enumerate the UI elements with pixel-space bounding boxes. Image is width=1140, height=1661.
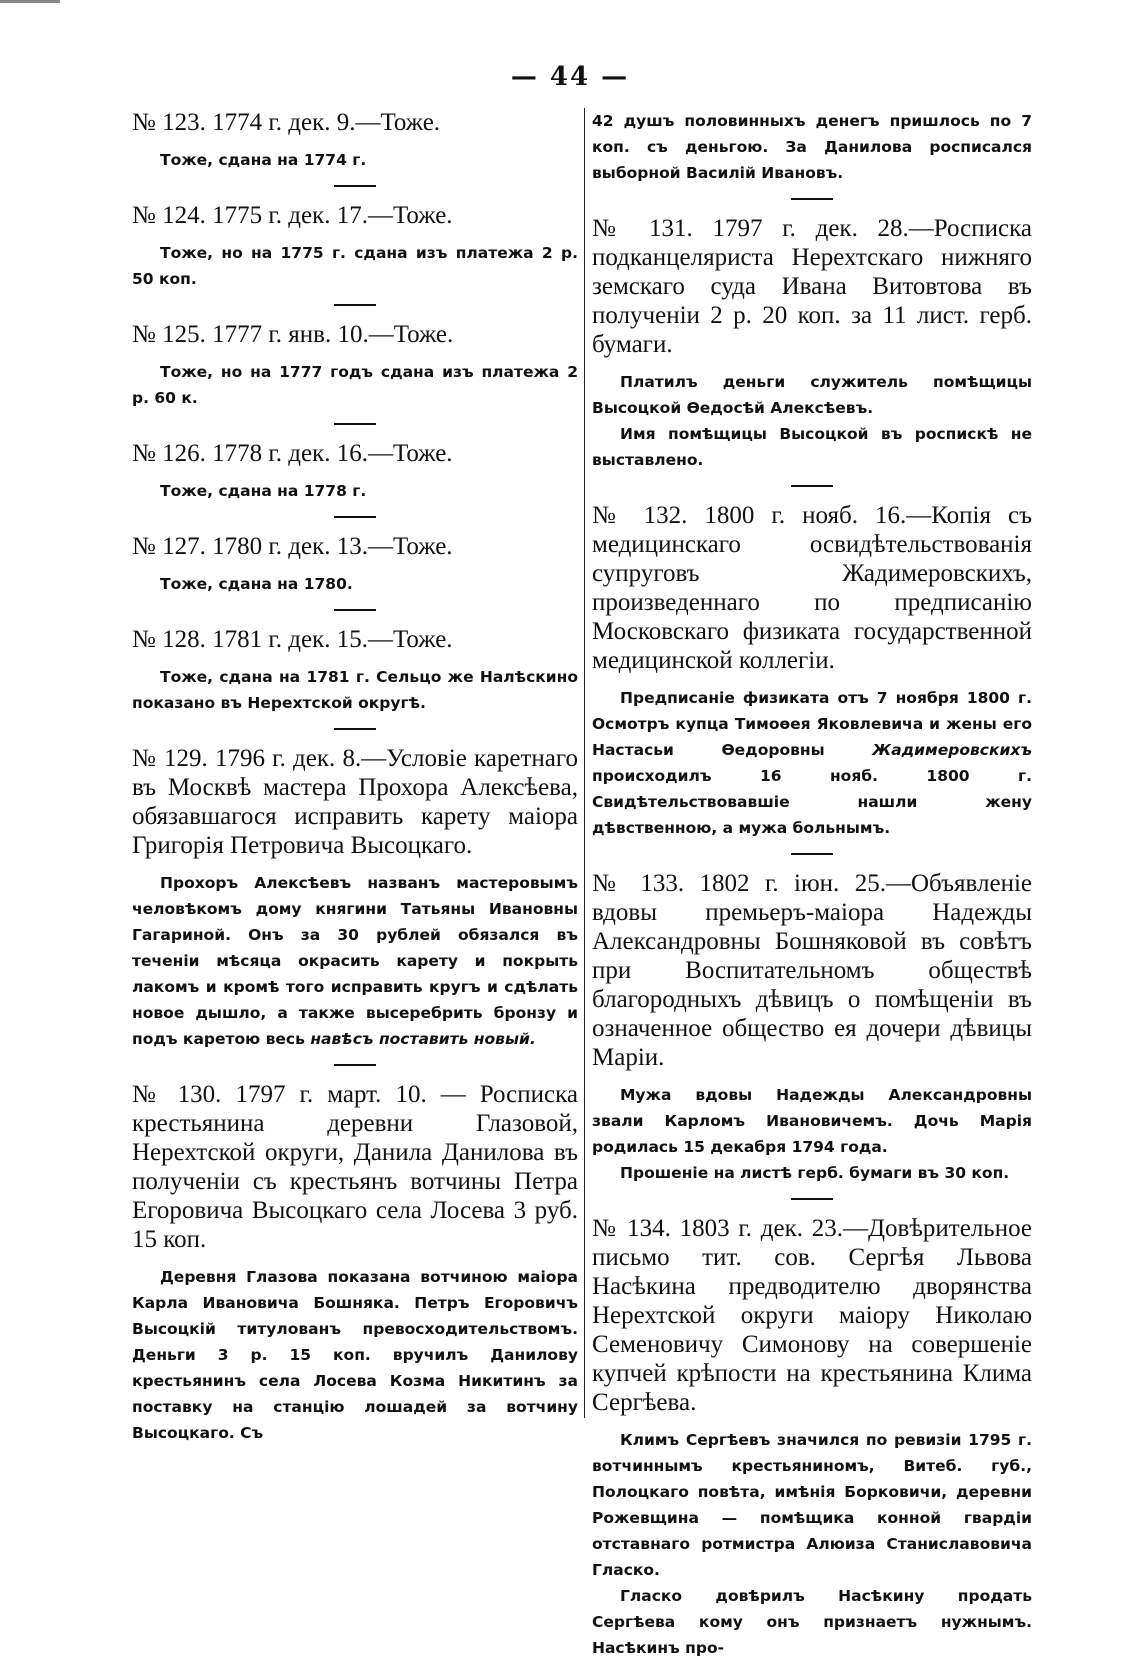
entry-134-heading: № 134. 1803 г. дек. 23.—Довѣрительное письмо тит. сов. Сергѣя Львова Насѣкина предводителю дворянства Нерехтской округи маіору Николаю Семеновичу Симонову на совершеніе купчей крѣпости на крестьянина Клима Сергѣева. bbox=[592, 1215, 1032, 1416]
separator bbox=[334, 304, 376, 306]
entry-132-note-b: происходилъ 16 нояб. 1800 г. Свидѣтельствовавшіе нашли жену дѣвственною, а мужа больнымъ. bbox=[592, 767, 1032, 837]
entry-124-note: Тоже, но на 1775 г. сдана изъ платежа 2 р. 50 коп. bbox=[132, 244, 578, 288]
entry-127-note: Тоже, сдана на 1780. bbox=[160, 575, 353, 593]
entry-130-continuation: 42 душъ половинныхъ денегъ пришлось по 7 коп. съ деньгою. За Данилова росписался выборной Василій Ивановъ. bbox=[592, 112, 1032, 182]
entry-129-heading: № 129. 1796 г. дек. 8.—Условіе каретнаго въ Москвѣ мастера Прохора Алексѣева, обязавшагося исправить карету маіора Григорія Петровича Высоцкаго. bbox=[132, 745, 578, 859]
entry-131-heading: № 131. 1797 г. дек. 28.—Росписка подканцеляриста Нерехтскаго нижняго земскаго суда Ивана Витовтова въ полученіи 2 р. 20 коп. за 11 лист. герб. бумаги. bbox=[592, 215, 1032, 358]
entry-131-note-2: Имя помѣщицы Высоцкой въ роспискѣ не выставлено. bbox=[592, 425, 1032, 469]
scan-edge-mark bbox=[0, 0, 60, 3]
entry-134-note-2: Гласко довѣрилъ Насѣкину продать Сергѣева кому онъ признаетъ нужнымъ. Насѣкинъ про- bbox=[592, 1587, 1032, 1657]
entry-133-note-2: Прошеніе на листѣ герб. бумаги въ 30 коп. bbox=[620, 1164, 1010, 1182]
entry-132-note bbox=[592, 685, 1032, 841]
separator bbox=[791, 1198, 833, 1200]
entry-128-heading: № 128. 1781 г. дек. 15.—Тоже. bbox=[132, 626, 453, 653]
entry-128-note: Тоже, сдана на 1781 г. Сельцо же Налѣскино показано въ Нерехтской округѣ. bbox=[132, 668, 578, 712]
entry-131-note-1: Платилъ деньги служитель помѣщицы Высоцкой Ѳедосѣй Алексѣевъ. bbox=[592, 373, 1032, 417]
separator bbox=[791, 853, 833, 855]
entry-126-heading: № 126. 1778 г. дек. 16.—Тоже. bbox=[132, 440, 453, 467]
separator bbox=[791, 485, 833, 487]
entry-129-note-italic: навѣсъ поставить новый. bbox=[310, 1030, 536, 1048]
entry-127-heading: № 127. 1780 г. дек. 13.—Тоже. bbox=[132, 533, 453, 560]
entry-133-note-1: Мужа вдовы Надежды Александровны звали Карломъ Ивановичемъ. Дочь Марія родилась 15 декабря 1794 года. bbox=[592, 1086, 1032, 1156]
entry-123-note: Тоже, сдана на 1774 г. bbox=[160, 151, 367, 169]
entry-132-note-a: Предписаніе физиката отъ 7 ноября 1800 г. Осмотръ купца Тимоѳея Яковлевича и жены его Настасьи Ѳедоровны bbox=[592, 689, 1032, 759]
entry-132-note-italic: Жадимеровскихъ bbox=[872, 741, 1032, 759]
separator bbox=[334, 1064, 376, 1066]
left-column bbox=[132, 108, 578, 1446]
separator bbox=[334, 609, 376, 611]
separator bbox=[334, 423, 376, 425]
entry-125-heading: № 125. 1777 г. янв. 10.—Тоже. bbox=[132, 321, 454, 348]
entry-126-note: Тоже, сдана на 1778 г. bbox=[160, 482, 367, 500]
entry-133-heading: № 133. 1802 г. іюн. 25.—Объявленіе вдовы премьеръ-маіора Надежды Александровны Бошняковой въ совѣтъ при Воспитательномъ обществѣ благородныхъ дѣвицъ о помѣщеніи въ означенное общество ея дочери дѣвицы Маріи. bbox=[592, 870, 1032, 1071]
separator bbox=[791, 198, 833, 200]
separator bbox=[334, 728, 376, 730]
entry-125-note: Тоже, но на 1777 годъ сдана изъ платежа 2 р. 60 к. bbox=[132, 363, 578, 407]
page-number: — 44 — bbox=[510, 62, 630, 92]
entry-124-heading: № 124. 1775 г. дек. 17.—Тоже. bbox=[132, 202, 453, 229]
entry-134-note-1: Климъ Сергѣевъ значился по ревизіи 1795 г. вотчиннымъ крестьяниномъ, Витеб. губ., Полоцкаго повѣта, имѣнія Борковичи, деревни Рожевщина — помѣщика конной гвардіи отставнаго ротмистра Алюиза Станиславовича Гласко. bbox=[592, 1431, 1032, 1579]
entry-129-note bbox=[132, 870, 578, 1052]
right-column bbox=[592, 108, 1032, 1661]
entry-130-note: Деревня Глазова показана вотчиною маіора Карла Ивановича Бошняка. Петръ Егоровичъ Высоцкій титулованъ превосходительствомъ. Деньги 3 р. 15 коп. вручилъ Данилову крестьянинъ села Лосева Козма Никитинъ за поставку на станцію лошадей за вотчину Высоцкаго. Съ bbox=[132, 1268, 578, 1442]
entry-132-heading: № 132. 1800 г. нояб. 16.—Копія съ медицинскаго освидѣтельствованія супруговъ Жадимеровскихъ, произведеннаго по предписанію Московскаго физиката государственной медицинской коллегіи. bbox=[592, 502, 1032, 674]
column-divider bbox=[584, 108, 585, 1418]
entry-123-heading: № 123. 1774 г. дек. 9.—Тоже. bbox=[132, 109, 441, 136]
entry-129-note-text: Прохоръ Алексѣевъ названъ мастеровымъ человѣкомъ дому княгини Татьяны Ивановны Гагариной. Онъ за 30 рублей обязался въ теченіи мѣсяца окрасить карету и покрыть лакомъ и кромѣ того исправить кругъ и сдѣлать новое дышло, а также высеребрить бронзу и подъ каретою весь bbox=[132, 874, 578, 1048]
separator bbox=[334, 516, 376, 518]
separator bbox=[334, 185, 376, 187]
entry-130-heading: № 130. 1797 г. март. 10. — Росписка крестьянина деревни Глазовой, Нерехтской округи, Данила Данилова въ полученіи съ крестьянъ вотчины Петра Егоровича Высоцкаго села Лосева 3 руб. 15 коп. bbox=[132, 1081, 578, 1253]
